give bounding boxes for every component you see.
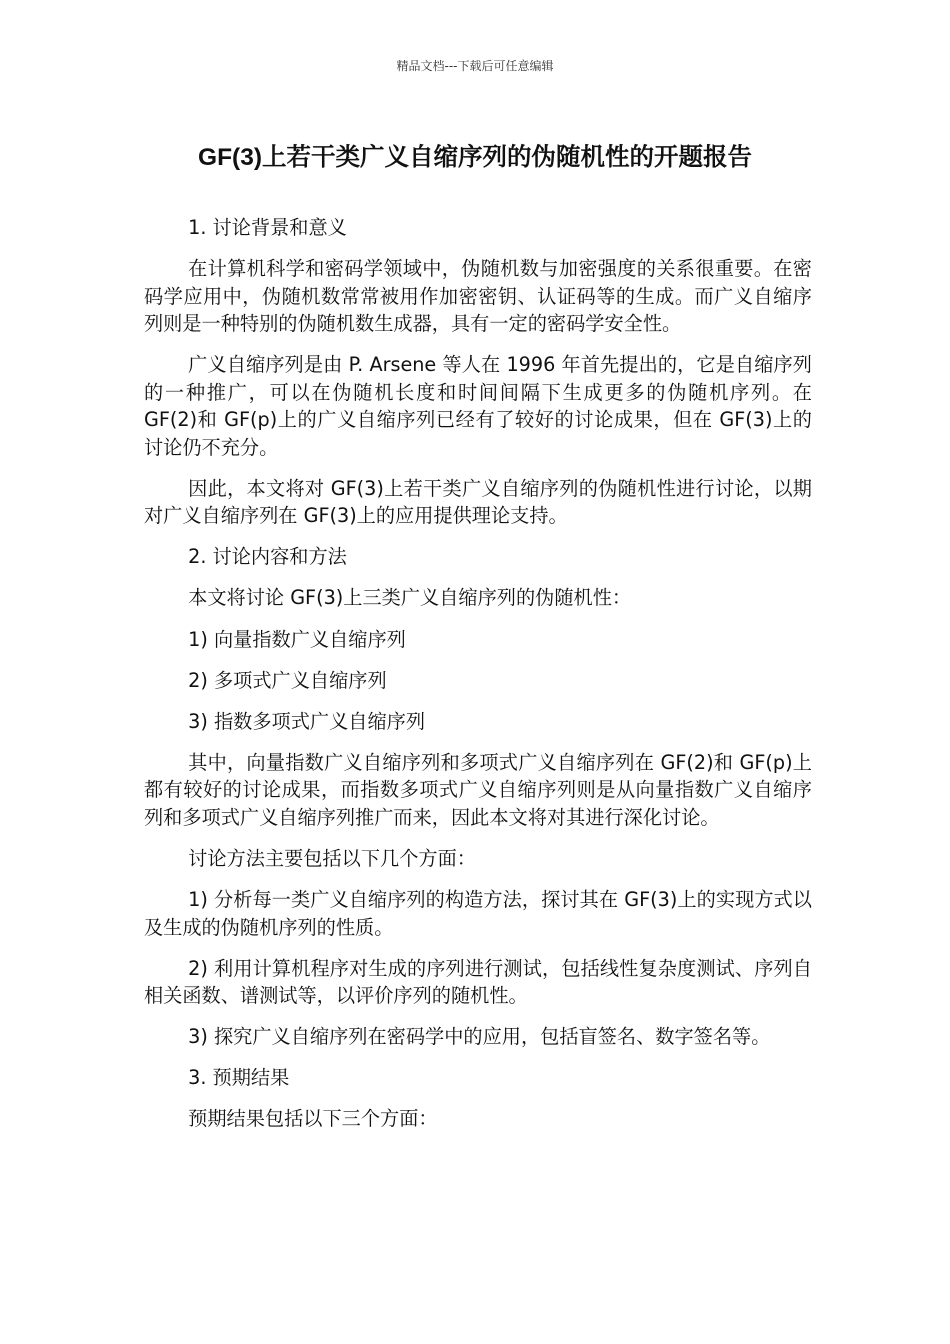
paragraph: 广义自缩序列是由 P. Arsene 等人在 1996 年首先提出的，它是自缩序列的一种推广，可以在伪随机长度和时间间隔下生成更多的伪随机序列。在 GF(2)和 GF(p)上的广义自缩序列已经有了较好的讨论成果，但在 GF(3)上的讨论仍不充分。 xyxy=(144,353,812,459)
paragraph: 在计算机科学和密码学领域中，伪随机数与加密强度的关系很重要。在密码学应用中，伪随机数常常被用作加密密钥、认证码等的生成。而广义自缩序列则是一种特别的伪随机数生成器，具有一定的密码学安全性。 xyxy=(144,257,812,336)
section-heading-content-method: 2. 讨论内容和方法 xyxy=(188,545,347,569)
section-heading-background: 1. 讨论背景和意义 xyxy=(188,216,347,239)
list-item: 2) 多项式广义自缩序列 xyxy=(188,668,387,692)
list-item: 1) 向量指数广义自缩序列 xyxy=(188,627,406,651)
paragraph: 其中，向量指数广义自缩序列和多项式广义自缩序列在 GF(2)和 GF(p)上都有较好的讨论成果，而指数多项式广义自缩序列则是从向量指数广义自缩序列和多项式广义自缩序列推广而来，因此本文将对其进行深化讨论。 xyxy=(144,750,812,829)
header-note: 精品文档---下载后可任意编辑 xyxy=(396,59,554,73)
list-item: 2) 利用计算机程序对生成的序列进行测试，包括线性复杂度测试、序列自相关函数、谱测试等，以评价序列的随机性。 xyxy=(144,956,812,1008)
paragraph: 本文将讨论 GF(3)上三类广义自缩序列的伪随机性： xyxy=(188,586,632,610)
document-body xyxy=(144,214,812,1147)
document-title: GF(3)上若干类广义自缩序列的伪随机性的开题报告 xyxy=(198,144,752,171)
list-item: 3) 指数多项式广义自缩序列 xyxy=(188,709,426,733)
paragraph: 预期结果包括以下三个方面： xyxy=(188,1107,438,1131)
section-heading-expected-results: 3. 预期结果 xyxy=(188,1066,290,1090)
list-item: 3) 探究广义自缩序列在密码学中的应用，包括盲签名、数字签名等。 xyxy=(188,1025,771,1049)
list-item: 1) 分析每一类广义自缩序列的构造方法，探讨其在 GF(3)上的实现方式以及生成的伪随机序列的性质。 xyxy=(144,888,812,939)
paragraph: 因此，本文将对 GF(3)上若干类广义自缩序列的伪随机性进行讨论，以期对广义自缩序列在 GF(3)上的应用提供理论支持。 xyxy=(144,476,812,528)
paragraph: 讨论方法主要包括以下几个方面： xyxy=(188,846,476,870)
